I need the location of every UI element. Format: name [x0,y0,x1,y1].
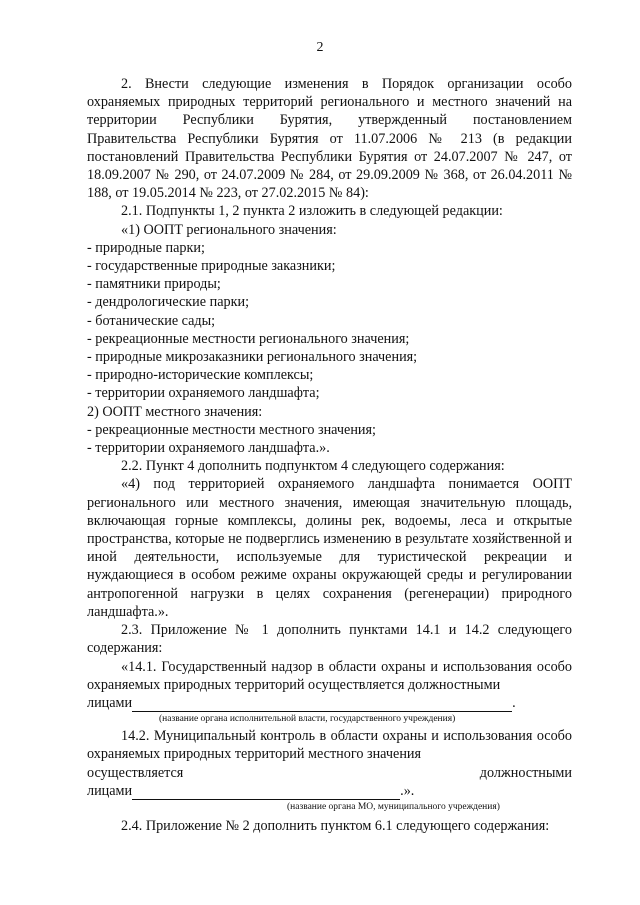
line-right: должностными [479,764,572,781]
paragraph-2-1: 2.1. Подпункты 1, 2 пункта 2 изложить в следующей редакции: [121,203,503,220]
line-left: осуществляется [87,764,184,781]
paragraph-2-3: 2.3. Приложение № 1 дополнить пунктами 14.1 и 14.2 следующего содержания: [87,622,572,657]
list-item: - территории охраняемого ландшафта.». [87,440,330,457]
list-item: - дендрологические парки; [87,294,250,311]
list-item: - природно-исторические комплексы; [87,367,314,384]
list-item: - государственные природные заказники; [87,258,336,275]
list-item: - рекреационные местности регионального значения; [87,330,410,347]
list-item: - ботанические сады; [87,312,216,329]
blank-caption: (название органа исполнительной власти, государственного учреждения) [159,714,456,725]
fill-line-end: . [512,694,516,711]
fill-line-start: лицами [87,694,133,711]
blank-field [132,786,400,800]
list-1-heading: «1) ООПТ регионального значения: [121,221,337,238]
list-2-heading: 2) ООПТ местного значения: [87,403,263,420]
document-body [87,75,572,835]
justified-line [87,764,572,782]
paragraph-2: 2. Внести следующие изменения в Порядок организации особо охраняемых природных территорий регионального и местного значений на территории Республики Бурятия, утвержденный постановлением Правительства Республики Бурятия от 11.07.2006 № 213 (в редакции постановлений Правительства Республики Бурятия от 24.07.2007 № 247, от 18.09.2007 № 290, от 24.07.2009 № 284, от 29.09.2009 № 368, от 26.04.2011 № 188, от 19.05.2014 № 223, от 27.02.2015 № 84): [87,76,572,202]
fill-line-end: .». [400,782,415,799]
paragraph-14-1: «14.1. Государственный надзор в области охраны и использования особо охраняемых природных территорий осуществляется должностными [87,658,572,693]
paragraph-2-2-text: «4) под территорией охраняемого ландшафта понимается ООПТ регионального или местного значения, имеющая значительную площадь, включающая горные комплексы, долины рек, водоемы, леса и открытые пространства, которые не подверглись изменению в результате хозяйственной и иной деятельности, используемые для туристической рекреации и нуждающиеся в особом режиме охраны окружающей среды и регулировании антропогенной нагрузки в целях сохранения (регенерации) природного ландшафта.». [87,476,572,620]
paragraph-14-2: 14.2. Муниципальный контроль в области охраны и использования особо охраняемых природных территорий местного значения [87,728,572,763]
paragraph-2-2: 2.2. Пункт 4 дополнить подпунктом 4 следующего содержания: [121,458,505,475]
list-item: - памятники природы; [87,276,221,293]
list-item: - рекреационные местности местного значения; [87,421,376,438]
list-item: - территории охраняемого ландшафта; [87,385,320,402]
fill-line-14-2 [87,782,572,800]
list-item: - природные парки; [87,239,205,256]
list-item: - природные микрозаказники регионального значения; [87,349,418,366]
fill-line-start: лицами [87,782,133,799]
blank-field [132,698,512,712]
paragraph-2-4: 2.4. Приложение № 2 дополнить пунктом 6.1 следующего содержания: [121,817,550,834]
page-number: 2 [316,40,324,55]
blank-caption: (название органа МО, муниципального учреждения) [287,801,500,812]
fill-line-14-1 [87,694,572,712]
